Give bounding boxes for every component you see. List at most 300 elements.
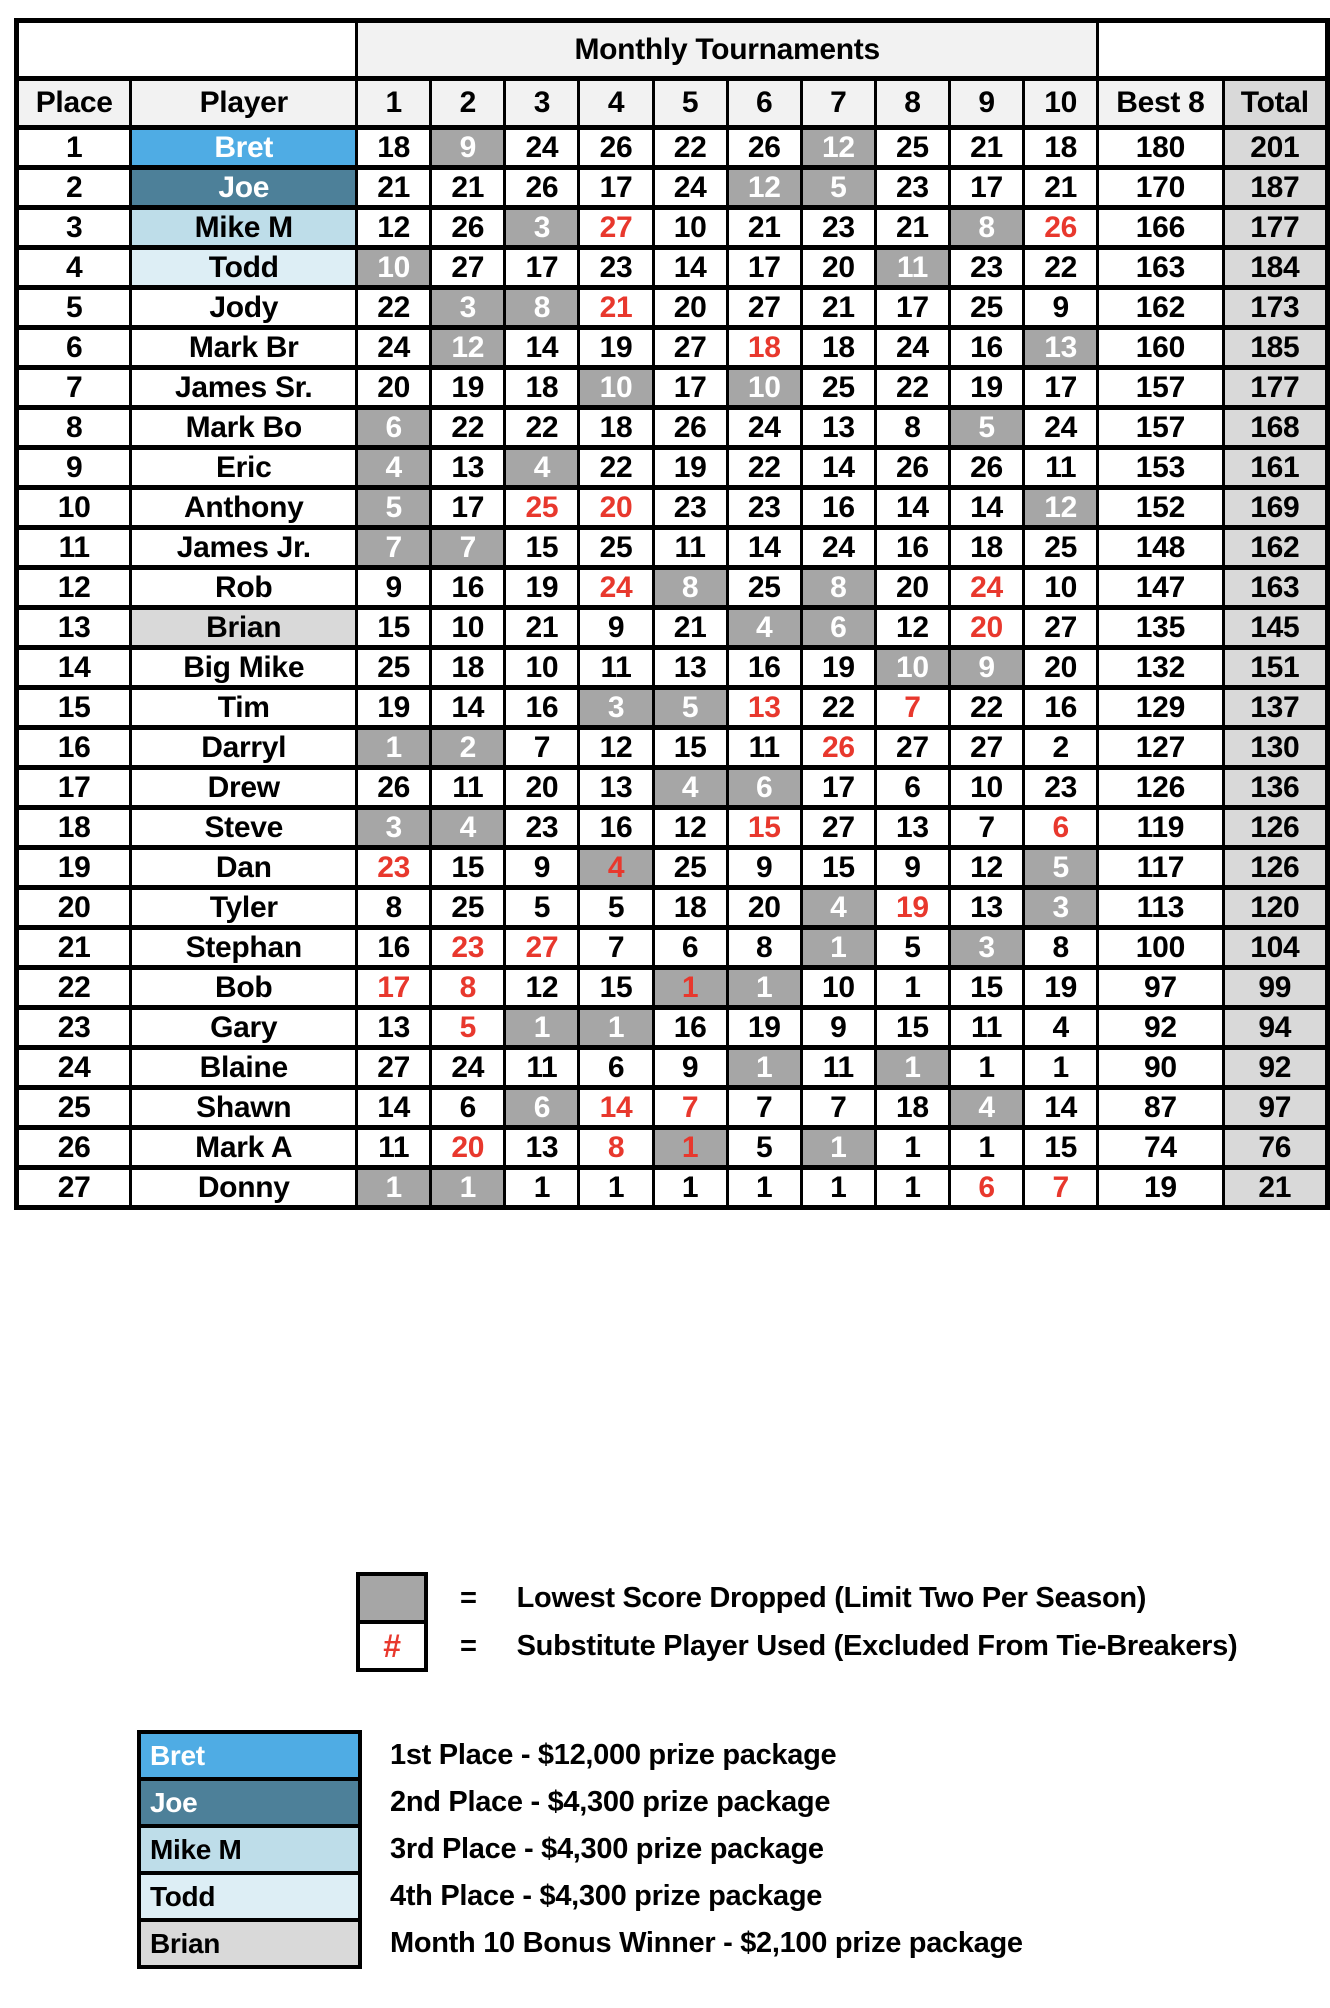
place-cell: 20 — [17, 888, 131, 928]
score-cell: 22 — [579, 448, 653, 488]
score-cell: 16 — [727, 648, 801, 688]
prize-text: 1st Place - $12,000 prize package — [390, 1739, 837, 1771]
score-cell: 20 — [727, 888, 801, 928]
score-cell: 19 — [950, 368, 1024, 408]
best8-cell: 113 — [1098, 888, 1223, 928]
player-cell: Stephan — [131, 928, 357, 968]
score-cell: 27 — [950, 728, 1024, 768]
score-cell: 1 — [727, 1048, 801, 1088]
score-cell: 15 — [727, 808, 801, 848]
score-cell: 13 — [950, 888, 1024, 928]
score-cell: 4 — [727, 608, 801, 648]
score-cell: 14 — [875, 488, 949, 528]
score-cell: 18 — [505, 368, 579, 408]
col-header-month-8: 8 — [875, 79, 949, 128]
score-cell: 6 — [1024, 808, 1098, 848]
score-cell: 9 — [653, 1048, 727, 1088]
legend-equals-sign: = — [460, 1629, 477, 1662]
place-cell: 11 — [17, 528, 131, 568]
col-header-month-7: 7 — [801, 79, 875, 128]
score-cell: 4 — [579, 848, 653, 888]
legend-dropped-swatch — [356, 1572, 428, 1624]
best8-cell: 19 — [1098, 1168, 1223, 1208]
place-cell: 9 — [17, 448, 131, 488]
table-row — [17, 648, 1328, 688]
score-cell: 1 — [357, 1168, 431, 1208]
score-cell: 5 — [431, 1008, 505, 1048]
score-cell: 25 — [505, 488, 579, 528]
total-cell: 161 — [1223, 448, 1327, 488]
total-cell: 126 — [1223, 848, 1327, 888]
table-row — [17, 968, 1328, 1008]
score-cell: 8 — [579, 1128, 653, 1168]
col-header-month-5: 5 — [653, 79, 727, 128]
score-cell: 12 — [875, 608, 949, 648]
score-cell: 24 — [950, 568, 1024, 608]
score-cell: 27 — [801, 808, 875, 848]
score-cell: 24 — [505, 128, 579, 168]
total-cell: 92 — [1223, 1048, 1327, 1088]
score-cell: 4 — [505, 448, 579, 488]
score-cell: 23 — [653, 488, 727, 528]
best8-cell: 180 — [1098, 128, 1223, 168]
prize-name-cell: Brian — [137, 1918, 362, 1969]
score-cell: 25 — [357, 648, 431, 688]
total-cell: 151 — [1223, 648, 1327, 688]
best8-cell: 100 — [1098, 928, 1223, 968]
score-cell: 18 — [579, 408, 653, 448]
score-cell: 17 — [727, 248, 801, 288]
score-cell: 24 — [801, 528, 875, 568]
score-cell: 10 — [801, 968, 875, 1008]
banner-row — [17, 21, 1328, 79]
score-cell: 26 — [875, 448, 949, 488]
score-cell: 26 — [653, 408, 727, 448]
score-cell: 27 — [653, 328, 727, 368]
table-row — [17, 808, 1328, 848]
score-cell: 25 — [801, 368, 875, 408]
col-header-player: Player — [131, 79, 357, 128]
score-cell: 7 — [875, 688, 949, 728]
score-cell: 10 — [431, 608, 505, 648]
score-cell: 13 — [653, 648, 727, 688]
prize-text: 2nd Place - $4,300 prize package — [390, 1786, 831, 1818]
player-cell: Steve — [131, 808, 357, 848]
score-cell: 16 — [875, 528, 949, 568]
score-cell: 21 — [505, 608, 579, 648]
score-cell: 20 — [505, 768, 579, 808]
player-cell: Mike M — [131, 208, 357, 248]
score-cell: 26 — [801, 728, 875, 768]
best8-cell: 90 — [1098, 1048, 1223, 1088]
score-cell: 26 — [579, 128, 653, 168]
table-row — [17, 128, 1328, 168]
score-cell: 1 — [653, 1128, 727, 1168]
prize-name-cell: Bret — [137, 1730, 362, 1781]
score-cell: 1 — [357, 728, 431, 768]
score-cell: 10 — [875, 648, 949, 688]
score-cell: 27 — [727, 288, 801, 328]
legend-row-dropped — [356, 1572, 1237, 1624]
score-cell: 11 — [727, 728, 801, 768]
score-cell: 15 — [505, 528, 579, 568]
best8-cell: 153 — [1098, 448, 1223, 488]
total-cell: 169 — [1223, 488, 1327, 528]
prize-list — [137, 1730, 1023, 1969]
legend-equals-sign: = — [460, 1581, 477, 1614]
score-cell: 9 — [579, 608, 653, 648]
score-cell: 17 — [950, 168, 1024, 208]
best8-cell: 162 — [1098, 288, 1223, 328]
table-row — [17, 1008, 1328, 1048]
score-cell: 5 — [505, 888, 579, 928]
score-cell: 25 — [727, 568, 801, 608]
score-cell: 17 — [357, 968, 431, 1008]
col-header-best8: Best 8 — [1098, 79, 1223, 128]
score-cell: 10 — [357, 248, 431, 288]
score-cell: 24 — [875, 328, 949, 368]
score-cell: 1 — [875, 1128, 949, 1168]
monthly-tournaments-banner: Monthly Tournaments — [357, 21, 1098, 79]
score-cell: 14 — [1024, 1088, 1098, 1128]
score-cell: 16 — [653, 1008, 727, 1048]
table-row — [17, 848, 1328, 888]
score-cell: 25 — [653, 848, 727, 888]
table-row — [17, 408, 1328, 448]
prize-row — [137, 1918, 1023, 1969]
place-cell: 22 — [17, 968, 131, 1008]
table-row — [17, 888, 1328, 928]
score-cell: 2 — [1024, 728, 1098, 768]
score-cell: 12 — [1024, 488, 1098, 528]
score-cell: 12 — [727, 168, 801, 208]
score-cell: 7 — [727, 1088, 801, 1128]
score-cell: 24 — [727, 408, 801, 448]
score-cell: 6 — [950, 1168, 1024, 1208]
score-cell: 14 — [950, 488, 1024, 528]
score-cell: 21 — [579, 288, 653, 328]
table-row — [17, 448, 1328, 488]
score-cell: 26 — [1024, 208, 1098, 248]
score-cell: 5 — [579, 888, 653, 928]
score-cell: 22 — [431, 408, 505, 448]
col-header-month-3: 3 — [505, 79, 579, 128]
table-row — [17, 768, 1328, 808]
score-cell: 9 — [875, 848, 949, 888]
score-cell: 7 — [801, 1088, 875, 1128]
table-row — [17, 1088, 1328, 1128]
place-cell: 10 — [17, 488, 131, 528]
score-cell: 23 — [1024, 768, 1098, 808]
score-cell: 17 — [431, 488, 505, 528]
score-cell: 1 — [727, 1168, 801, 1208]
score-cell: 19 — [1024, 968, 1098, 1008]
best8-cell: 119 — [1098, 808, 1223, 848]
score-cell: 15 — [431, 848, 505, 888]
score-cell: 19 — [357, 688, 431, 728]
score-cell: 8 — [1024, 928, 1098, 968]
score-cell: 4 — [653, 768, 727, 808]
place-cell: 14 — [17, 648, 131, 688]
score-cell: 11 — [653, 528, 727, 568]
score-cell: 1 — [950, 1128, 1024, 1168]
total-cell: 185 — [1223, 328, 1327, 368]
score-cell: 6 — [431, 1088, 505, 1128]
score-cell: 14 — [357, 1088, 431, 1128]
score-cell: 12 — [801, 128, 875, 168]
table-row — [17, 248, 1328, 288]
score-cell: 6 — [653, 928, 727, 968]
best8-cell: 117 — [1098, 848, 1223, 888]
score-cell: 27 — [505, 928, 579, 968]
total-cell: 177 — [1223, 368, 1327, 408]
score-cell: 23 — [875, 168, 949, 208]
col-header-month-9: 9 — [950, 79, 1024, 128]
score-cell: 3 — [505, 208, 579, 248]
place-cell: 5 — [17, 288, 131, 328]
player-cell: Blaine — [131, 1048, 357, 1088]
score-cell: 17 — [505, 248, 579, 288]
score-cell: 13 — [801, 408, 875, 448]
score-cell: 10 — [950, 768, 1024, 808]
score-cell: 27 — [1024, 608, 1098, 648]
best8-cell: 97 — [1098, 968, 1223, 1008]
score-cell: 4 — [431, 808, 505, 848]
player-cell: Bob — [131, 968, 357, 1008]
legend-substitute-swatch: # — [356, 1620, 428, 1672]
score-cell: 11 — [579, 648, 653, 688]
score-cell: 13 — [875, 808, 949, 848]
best8-cell: 160 — [1098, 328, 1223, 368]
player-cell: Mark Bo — [131, 408, 357, 448]
score-cell: 1 — [505, 1168, 579, 1208]
score-cell: 9 — [431, 128, 505, 168]
score-cell: 7 — [653, 1088, 727, 1128]
score-cell: 25 — [579, 528, 653, 568]
best8-cell: 166 — [1098, 208, 1223, 248]
total-cell: 130 — [1223, 728, 1327, 768]
total-cell: 177 — [1223, 208, 1327, 248]
place-cell: 15 — [17, 688, 131, 728]
score-cell: 20 — [431, 1128, 505, 1168]
player-cell: Darryl — [131, 728, 357, 768]
score-cell: 22 — [505, 408, 579, 448]
score-cell: 20 — [579, 488, 653, 528]
prize-text: 4th Place - $4,300 prize package — [390, 1880, 823, 1912]
player-cell: Rob — [131, 568, 357, 608]
score-cell: 22 — [1024, 248, 1098, 288]
score-cell: 4 — [801, 888, 875, 928]
score-cell: 19 — [727, 1008, 801, 1048]
score-cell: 23 — [505, 808, 579, 848]
score-cell: 19 — [431, 368, 505, 408]
score-cell: 21 — [1024, 168, 1098, 208]
total-cell: 126 — [1223, 808, 1327, 848]
best8-cell: 157 — [1098, 408, 1223, 448]
best8-cell: 147 — [1098, 568, 1223, 608]
table-row — [17, 528, 1328, 568]
score-cell: 20 — [357, 368, 431, 408]
score-cell: 16 — [431, 568, 505, 608]
score-cell: 10 — [1024, 568, 1098, 608]
score-cell: 13 — [727, 688, 801, 728]
score-cell: 21 — [727, 208, 801, 248]
score-cell: 21 — [875, 208, 949, 248]
score-cell: 13 — [1024, 328, 1098, 368]
prize-row — [137, 1730, 1023, 1781]
score-cell: 15 — [801, 848, 875, 888]
legend-dropped-text: Lowest Score Dropped (Limit Two Per Season) — [516, 1581, 1147, 1614]
prize-row — [137, 1871, 1023, 1922]
place-cell: 24 — [17, 1048, 131, 1088]
score-cell: 21 — [431, 168, 505, 208]
player-cell: Dan — [131, 848, 357, 888]
score-cell: 18 — [875, 1088, 949, 1128]
standings-table — [14, 18, 1330, 1210]
header-row — [17, 79, 1328, 128]
score-cell: 20 — [1024, 648, 1098, 688]
score-cell: 6 — [727, 768, 801, 808]
score-cell: 4 — [1024, 1008, 1098, 1048]
place-cell: 4 — [17, 248, 131, 288]
score-cell: 4 — [950, 1088, 1024, 1128]
table-row — [17, 568, 1328, 608]
player-cell: Tim — [131, 688, 357, 728]
score-cell: 17 — [801, 768, 875, 808]
total-cell: 187 — [1223, 168, 1327, 208]
prize-name-cell: Todd — [137, 1871, 362, 1922]
prize-text: Month 10 Bonus Winner - $2,100 prize package — [390, 1927, 1023, 1959]
score-cell: 1 — [579, 1008, 653, 1048]
score-cell: 9 — [727, 848, 801, 888]
score-cell: 22 — [727, 448, 801, 488]
legend — [356, 1572, 1237, 1672]
score-cell: 15 — [357, 608, 431, 648]
score-cell: 17 — [1024, 368, 1098, 408]
score-cell: 12 — [431, 328, 505, 368]
score-cell: 16 — [579, 808, 653, 848]
score-cell: 7 — [357, 528, 431, 568]
player-cell: Drew — [131, 768, 357, 808]
place-cell: 7 — [17, 368, 131, 408]
score-cell: 2 — [431, 728, 505, 768]
score-cell: 21 — [950, 128, 1024, 168]
score-cell: 16 — [1024, 688, 1098, 728]
player-cell: Shawn — [131, 1088, 357, 1128]
score-cell: 1 — [875, 1048, 949, 1088]
table-row — [17, 368, 1328, 408]
score-cell: 1 — [950, 1048, 1024, 1088]
score-cell: 17 — [579, 168, 653, 208]
score-cell: 1 — [801, 1168, 875, 1208]
score-cell: 1 — [1024, 1048, 1098, 1088]
score-cell: 22 — [801, 688, 875, 728]
best8-cell: 148 — [1098, 528, 1223, 568]
score-cell: 26 — [727, 128, 801, 168]
score-cell: 10 — [727, 368, 801, 408]
score-cell: 20 — [653, 288, 727, 328]
table-row — [17, 1168, 1328, 1208]
place-cell: 1 — [17, 128, 131, 168]
score-cell: 8 — [653, 568, 727, 608]
score-cell: 15 — [950, 968, 1024, 1008]
score-cell: 16 — [801, 488, 875, 528]
place-cell: 3 — [17, 208, 131, 248]
score-cell: 26 — [357, 768, 431, 808]
score-cell: 13 — [579, 768, 653, 808]
score-cell: 10 — [653, 208, 727, 248]
best8-cell: 92 — [1098, 1008, 1223, 1048]
score-cell: 3 — [579, 688, 653, 728]
total-cell: 201 — [1223, 128, 1327, 168]
score-cell: 12 — [950, 848, 1024, 888]
total-cell: 136 — [1223, 768, 1327, 808]
score-cell: 17 — [653, 368, 727, 408]
score-cell: 15 — [875, 1008, 949, 1048]
table-row — [17, 1128, 1328, 1168]
score-cell: 19 — [801, 648, 875, 688]
score-cell: 11 — [875, 248, 949, 288]
score-cell: 25 — [950, 288, 1024, 328]
score-cell: 14 — [505, 328, 579, 368]
score-cell: 15 — [579, 968, 653, 1008]
prize-row — [137, 1777, 1023, 1828]
score-cell: 21 — [653, 608, 727, 648]
score-cell: 18 — [801, 328, 875, 368]
score-cell: 14 — [801, 448, 875, 488]
table-row — [17, 728, 1328, 768]
player-cell: Joe — [131, 168, 357, 208]
best8-cell: 152 — [1098, 488, 1223, 528]
total-cell: 137 — [1223, 688, 1327, 728]
score-cell: 1 — [579, 1168, 653, 1208]
best8-cell: 126 — [1098, 768, 1223, 808]
score-cell: 8 — [801, 568, 875, 608]
total-cell: 168 — [1223, 408, 1327, 448]
score-cell: 6 — [801, 608, 875, 648]
score-cell: 20 — [950, 608, 1024, 648]
score-cell: 11 — [431, 768, 505, 808]
score-cell: 7 — [505, 728, 579, 768]
score-cell: 22 — [653, 128, 727, 168]
best8-cell: 163 — [1098, 248, 1223, 288]
prize-row — [137, 1824, 1023, 1875]
score-cell: 25 — [431, 888, 505, 928]
score-cell: 11 — [1024, 448, 1098, 488]
place-cell: 23 — [17, 1008, 131, 1048]
score-cell: 5 — [653, 688, 727, 728]
score-cell: 26 — [950, 448, 1024, 488]
score-cell: 5 — [950, 408, 1024, 448]
place-cell: 13 — [17, 608, 131, 648]
prize-name-cell: Joe — [137, 1777, 362, 1828]
score-cell: 24 — [653, 168, 727, 208]
score-cell: 24 — [579, 568, 653, 608]
player-cell: Tyler — [131, 888, 357, 928]
table-row — [17, 488, 1328, 528]
score-cell: 8 — [505, 288, 579, 328]
score-cell: 3 — [431, 288, 505, 328]
table-row — [17, 928, 1328, 968]
score-cell: 1 — [653, 968, 727, 1008]
score-cell: 21 — [801, 288, 875, 328]
score-cell: 19 — [875, 888, 949, 928]
score-cell: 23 — [579, 248, 653, 288]
score-cell: 12 — [357, 208, 431, 248]
score-cell: 13 — [505, 1128, 579, 1168]
score-cell: 24 — [1024, 408, 1098, 448]
score-cell: 11 — [505, 1048, 579, 1088]
